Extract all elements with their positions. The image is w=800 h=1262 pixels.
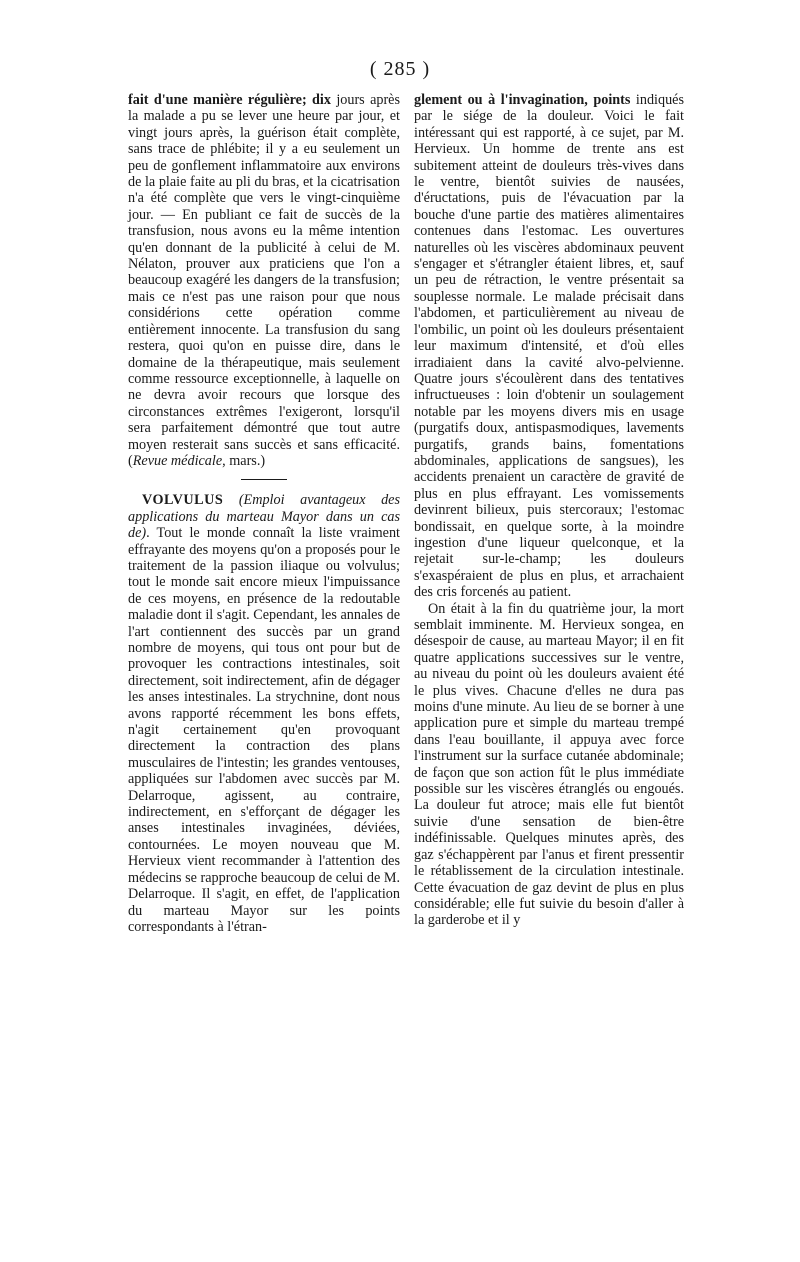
page-number: ( 285 ) <box>369 58 431 80</box>
lead-text: fait d'une manière régulière; dix <box>128 92 331 108</box>
article-title: VOLVULUS <box>142 492 224 509</box>
right-column <box>414 92 684 929</box>
case-paragraph <box>414 92 684 601</box>
paragraph-text: . Tout le monde connaît la liste vraiment effrayante des moyens qu'on a proposés pour le traitement de la passion iliaque ou volvulus; tout le monde sait encore mieux l'impuissance de ces moyens, en présence de la redoutable maladie dont il s'agit. Cependant, les annales de l'art contiennent des succès par un grand nombre de moyens, qui tous ont pour but de provoquer les contractions intestinales, soit directement, soit indirectement, afin de dégager les anses intestinales. La strychnine, dont nous avons rapporté récemment les bons effets, n'agit certainement qu'en provoquant directement la contraction des plans musculaires de l'intestin; les grandes ventouses, appliquées sur l'abdomen avec succès par M. Delarroque, agissent, au contraire, indirectement, en s'efforçant de dégager les anses intestinales invaginées, déviées, contournées. Le moyen nouveau que M. Hervieux vient recommander à l'attention des médecins se rapproche beaucoup de celui de M. Delarroque. Il s'agit, en effet, de l'application du marteau Mayor sur les points correspondants à l'étran- <box>128 525 400 935</box>
source-title: Revue médicale <box>132 452 223 469</box>
article-subtitle: (Emploi avantageux des applications du marteau Mayor dans un cas de) <box>128 492 400 542</box>
source-date: , mars.) <box>222 452 266 469</box>
volvulus-paragraph <box>128 492 400 935</box>
transfusion-paragraph <box>128 92 400 469</box>
lead-text: glement ou à l'invagination, points <box>414 92 631 108</box>
paragraph-text: indiqués par le siége de la douleur. Voici le fait intéressant qui est rapporté, à ce sujet, par M. Hervieux. Un homme de trente ans est subitement atteint de douleurs très-vives dans le ventre, bientôt suivies de nausées, d'éructations, puis de l'évacuation par la bouche d'une partie des matières alimentaires contenues dans l'estomac. Les ouvertures naturelles où les viscères abdominaux peuvent s'engager et s'étrangler étaient libres, et, sauf un peu de rétraction, le ventre présentait sa souplesse normale. Le malade précisait dans l'abdomen, et particulièrement au niveau de l'ombilic, un point où les douleurs présentaient leur maximum d'intensité, et d'où elles irradiaient dans la cavité alvo-pelvienne. Quatre jours s'écoulèrent dans des tentatives infructueuses : loin d'obtenir un soulagement notable par les moyens divers mis en usage (purgatifs doux, antispasmodiques, lavements purgatifs, grands bains, fomentations abdominales, applications de sangsues), les accidents prenaient un caractère de gravité de plus en plus effrayant. Les vomissements devinrent bilieux, puis stercoraux; l'estomac bondissait, en quelque sorte, à la moindre ingestion d'une liqueur quelconque, et la rejetait sur-le-champ; les douleurs s'exaspéraient de plus en plus, et arrachaient des cris forcenés au patient. <box>414 92 685 601</box>
paragraph-text: jours après la malade a pu se lever une heure par jour, et vingt jours après, la guérison était complète, sans trace de phlébite; il y a eu seulement un peu de gonflement inflammatoire aux environs de la plaie faite au pli du bras, et la cicatrisation n'a été complète que vers le vingt-cinquième jour. — En publiant ce fait de succès de la transfusion, nous avons eu la même intention qu'en donnant de la publicité à celui de M. Nélaton, prouver aux praticiens que l'on a beaucoup exagéré les dangers de la transfusion; mais ce n'est pas une raison pour que nous considérions cette opération comme entièrement innocente. La transfusion du sang restera, quoi qu'on en puisse dire, dans le domaine de la thérapeutique, mais seulement comme ressource exceptionnelle, à laquelle on ne devra avoir recours que lorsque des circonstances extrêmes l'exigeront, lorsqu'il sera parfaitement démontré que tout autre moyen resterait sans succès et sans efficacité. ( <box>128 92 400 469</box>
section-divider <box>241 479 287 480</box>
treatment-paragraph: On était à la fin du quatrième jour, la mort semblait imminente. M. Hervieux songea, en désespoir de cause, au marteau Mayor; il en fit quatre applications successives sur le ventre, au niveau du point où les douleurs avaient été le plus vives. Chacune d'elles ne dura pas moins d'une minute. Au lieu de se borner à une application pure et simple du marteau trempé dans l'eau bouillante, il appuya avec force l'instrument sur la surface cutanée abdominale; de façon que son action fût le plus immédiate possible sur les viscères étranglés ou engoués. La douleur fut atroce; mais elle fut bientôt suivie d'une sensation de bien-être indéfinissable. Quelques minutes après, des gaz s'échappèrent par l'anus et firent pressentir le rétablissement de la circulation intestinale. Cette évacuation de gaz devint de plus en plus considérable; elle fut suivie du besoin d'aller à la garderobe et il y <box>414 600 684 929</box>
left-column <box>128 92 400 935</box>
